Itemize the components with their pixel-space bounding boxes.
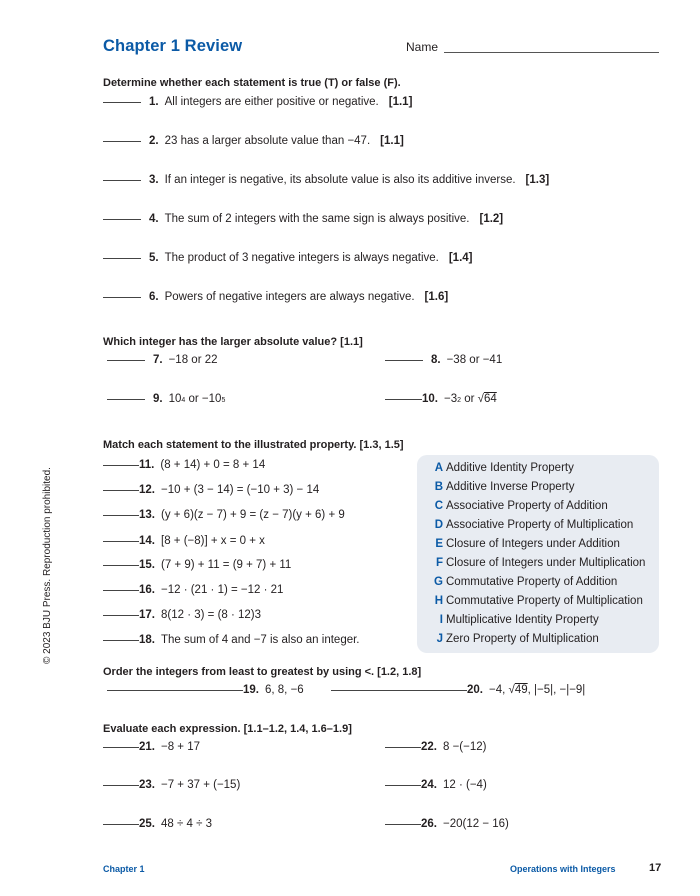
- property-b: B Additive Inverse Property: [434, 481, 575, 493]
- question-11: 11. (8 + 14) + 0 = 8 + 14: [103, 459, 265, 471]
- answer-blank-25[interactable]: [103, 823, 139, 825]
- section1-instruction: Determine whether each statement is true (T) or false (F).: [103, 77, 401, 89]
- answer-blank-8[interactable]: [385, 359, 423, 361]
- footer-chapter: Chapter 1: [103, 864, 145, 874]
- answer-blank-2[interactable]: [103, 140, 141, 142]
- name-label: Name: [406, 40, 439, 54]
- answer-blank-15[interactable]: [103, 564, 139, 566]
- property-a: A Additive Identity Property: [434, 462, 574, 474]
- question-6: 6. Powers of negative integers are always negative. [1.6]: [103, 291, 448, 303]
- question-19: 19. 6, 8, −6: [107, 684, 304, 696]
- question-1: 1. All integers are either positive or negative. [1.1]: [103, 96, 412, 108]
- question-12: 12. −10 + (3 − 14) = (−10 + 3) − 14: [103, 484, 319, 496]
- question-2: 2. 23 has a larger absolute value than −47. [1.1]: [103, 135, 404, 147]
- answer-blank-5[interactable]: [103, 257, 141, 259]
- answer-blank-1[interactable]: [103, 101, 141, 103]
- question-26: 26. −20(12 − 16): [385, 818, 509, 830]
- property-d: D Associative Property of Multiplication: [434, 519, 634, 531]
- section5-instruction: Evaluate each expression. [1.1–1.2, 1.4, 1.6–1.9]: [103, 723, 352, 735]
- answer-blank-12[interactable]: [103, 489, 139, 491]
- question-4: 4. The sum of 2 integers with the same sign is always positive. [1.2]: [103, 213, 503, 225]
- answer-blank-21[interactable]: [103, 746, 139, 748]
- property-h: H Commutative Property of Multiplication: [434, 595, 643, 607]
- answer-blank-19[interactable]: [107, 689, 243, 691]
- answer-blank-24[interactable]: [385, 784, 421, 786]
- name-answer-line[interactable]: [444, 52, 659, 53]
- question-24: 24. 12 · (−4): [385, 779, 487, 791]
- question-21: 21. −8 + 17: [103, 741, 200, 753]
- page-number: 17: [649, 862, 662, 874]
- question-3: 3. If an integer is negative, its absolute value is also its additive inverse. [1.3]: [103, 174, 549, 186]
- answer-blank-11[interactable]: [103, 464, 139, 466]
- answer-blank-18[interactable]: [103, 639, 139, 641]
- question-9: 9. 10 4 or − 10 5: [107, 393, 225, 405]
- question-25: 25. 48 ÷ 4 ÷ 3: [103, 818, 212, 830]
- answer-blank-26[interactable]: [385, 823, 421, 825]
- property-g: G Commutative Property of Addition: [434, 576, 618, 588]
- property-f: F Closure of Integers under Multiplication: [435, 557, 646, 569]
- answer-blank-10[interactable]: [385, 398, 422, 400]
- answer-blank-20[interactable]: [331, 689, 467, 691]
- question-18: 18. The sum of 4 and −7 is also an integer.: [103, 634, 360, 646]
- copyright-note: © 2023 BJU Press. Reproduction prohibited.: [42, 467, 53, 664]
- question-15: 15. (7 + 9) + 11 = (9 + 7) + 11: [103, 559, 291, 571]
- page-title: Chapter 1 Review: [103, 37, 243, 55]
- answer-blank-9[interactable]: [107, 398, 145, 400]
- answer-blank-4[interactable]: [103, 218, 141, 220]
- question-14: 14. [8 + (−8)] + x = 0 + x: [103, 535, 265, 547]
- question-7: 7. −18 or 22: [107, 354, 218, 366]
- section3-instruction: Match each statement to the illustrated property. [1.3, 1.5]: [103, 439, 404, 451]
- section2-instruction: Which integer has the larger absolute value? [1.1]: [103, 336, 363, 348]
- answer-blank-14[interactable]: [103, 540, 139, 542]
- answer-blank-6[interactable]: [103, 296, 141, 298]
- question-5: 5. The product of 3 negative integers is always negative. [1.4]: [103, 252, 473, 264]
- question-22: 22. 8 −(−12): [385, 741, 486, 753]
- question-16: 16. −12 · (21 · 1) = −12 · 21: [103, 584, 283, 596]
- footer-topic: Operations with Integers: [510, 864, 616, 874]
- property-e: E Closure of Integers under Addition: [435, 538, 620, 550]
- answer-blank-3[interactable]: [103, 179, 141, 181]
- answer-blank-13[interactable]: [103, 514, 139, 516]
- answer-blank-23[interactable]: [103, 784, 139, 786]
- answer-blank-17[interactable]: [103, 614, 139, 616]
- question-17: 17. 8(12 · 3) = (8 · 12)3: [103, 609, 261, 621]
- answer-blank-7[interactable]: [107, 359, 145, 361]
- property-c: C Associative Property of Addition: [434, 500, 608, 512]
- property-j: J Zero Property of Multiplication: [436, 633, 599, 645]
- property-i: I Multiplicative Identity Property: [439, 614, 599, 626]
- answer-blank-16[interactable]: [103, 589, 139, 591]
- question-13: 13. (y + 6)(z − 7) + 9 = (z − 7)(y + 6) + 9: [103, 509, 345, 521]
- properties-box: [417, 455, 659, 653]
- question-23: 23. −7 + 37 + (−15): [103, 779, 240, 791]
- answer-blank-22[interactable]: [385, 746, 421, 748]
- question-20: 20. −4, √ 49 , |−5|, −|−9|: [331, 684, 585, 696]
- section4-instruction: Order the integers from least to greatest by using <. [1.2, 1.8]: [103, 666, 422, 678]
- question-8: 8. −38 or −41: [385, 354, 502, 366]
- question-10: 10. −3 2 or √ 64: [385, 393, 497, 405]
